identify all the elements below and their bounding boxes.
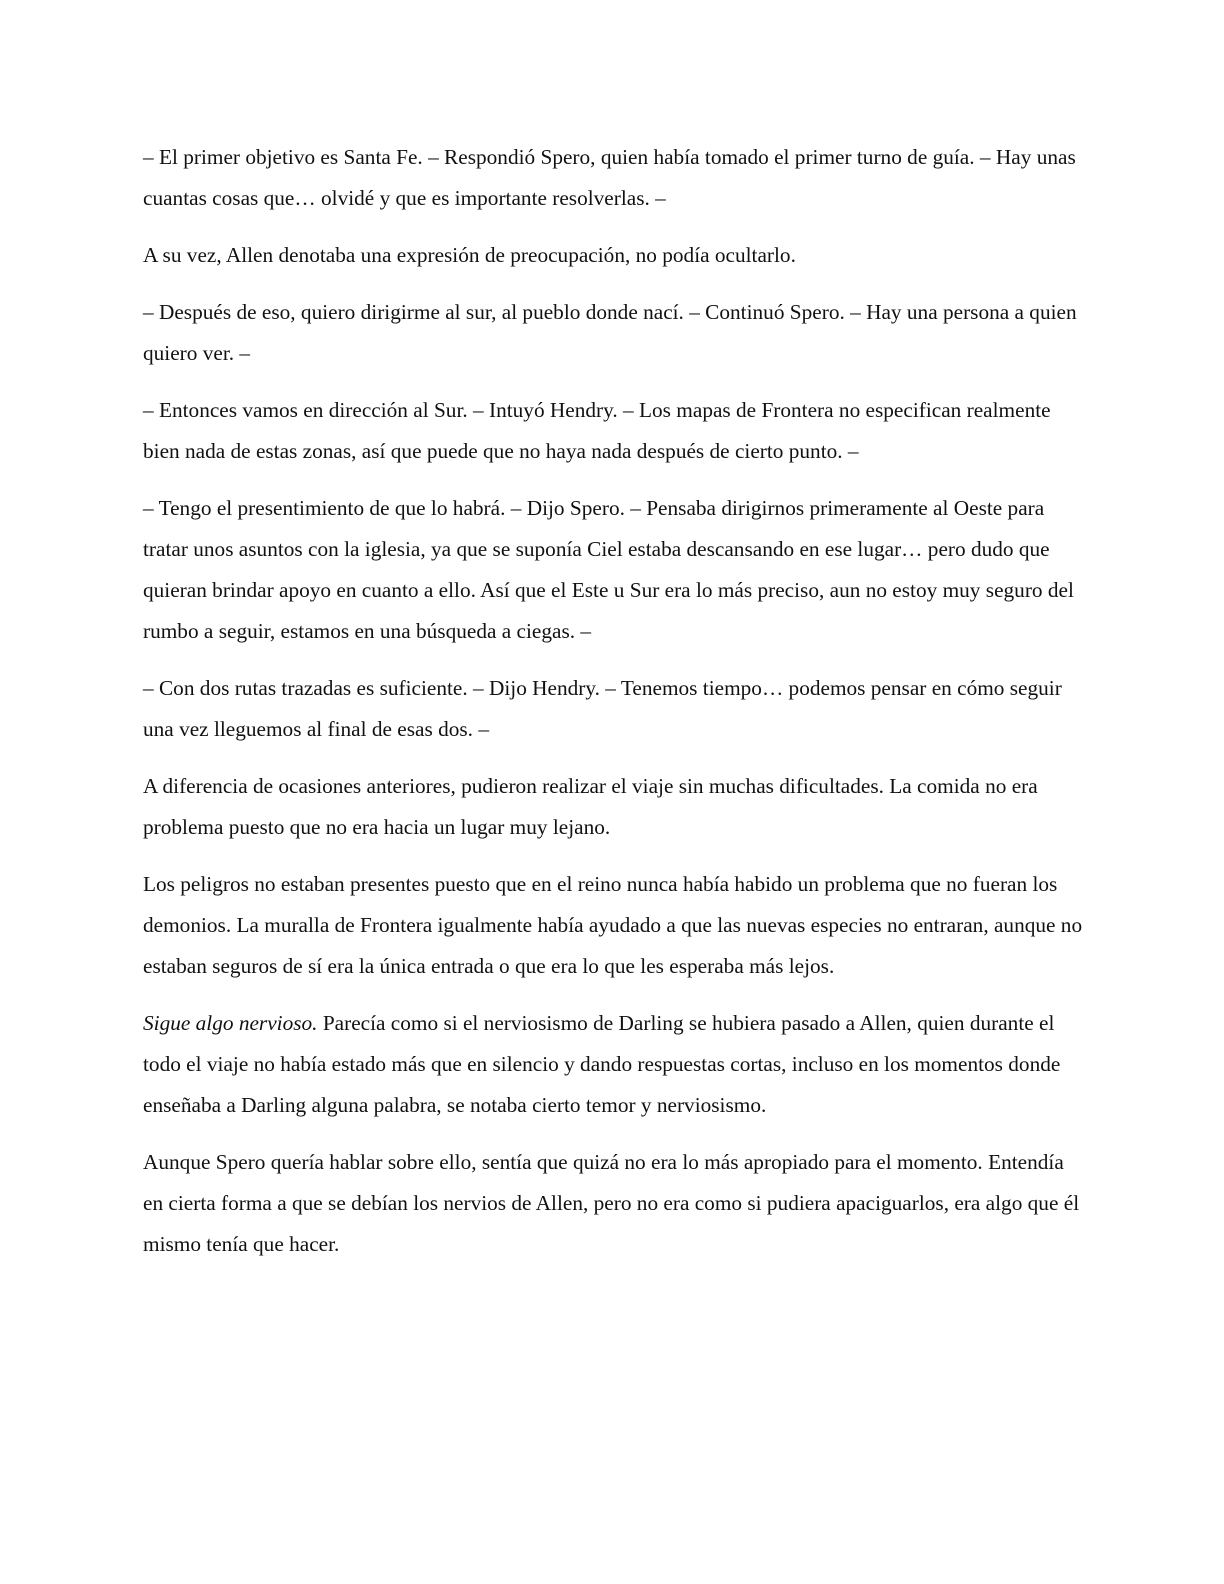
paragraph-text: – Con dos rutas trazadas es suficiente. – Dijo Hendry. – Tenemos tiempo… podemos pensar en cómo seguir una vez lleguemos al final de esas dos. –: [143, 676, 1062, 741]
paragraph-text: – El primer objetivo es Santa Fe. – Respondió Spero, quien había tomado el primer turno de guía. – Hay unas cuantas cosas que… olvidé y que es importante resolverlas. –: [143, 145, 1076, 210]
paragraph-7: [143, 766, 1083, 848]
paragraph-text: Aunque Spero quería hablar sobre ello, sentía que quizá no era lo más apropiado para el momento. Entendía en cierta forma a que se debían los nervios de Allen, pero no era como si pudiera apaciguarlos, era algo que él mismo tenía que hacer.: [143, 1150, 1080, 1256]
paragraph-9: [143, 1003, 1083, 1126]
paragraph-5: [143, 488, 1083, 652]
paragraph-text: Parecía como si el nerviosismo de Darling se hubiera pasado a Allen, quien durante el todo el viaje no había estado más que en silencio y dando respuestas cortas, incluso en los momentos donde enseñaba a Darling alguna palabra, se notaba cierto temor y nerviosismo.: [143, 1011, 1061, 1117]
paragraph-text: – Tengo el presentimiento de que lo habrá. – Dijo Spero. – Pensaba dirigirnos primeramente al Oeste para tratar unos asuntos con la iglesia, ya que se suponía Ciel estaba descansando en ese lugar… pero dudo que quieran brindar apoyo en cuanto a ello. Así que el Este u Sur era lo más preciso, aun no estoy muy seguro del rumbo a seguir, estamos en una búsqueda a ciegas. –: [143, 496, 1074, 643]
paragraph-text: A diferencia de ocasiones anteriores, pudieron realizar el viaje sin muchas dificultades. La comida no era problema puesto que no era hacia un lugar muy lejano.: [143, 774, 1038, 839]
paragraph-8: [143, 864, 1083, 987]
italic-thought: Sigue algo nervioso.: [143, 1011, 318, 1035]
document-body: [143, 137, 1083, 1281]
paragraph-text: Los peligros no estaban presentes puesto que en el reino nunca había habido un problema que no fueran los demonios. La muralla de Frontera igualmente había ayudado a que las nuevas especies no entraran, aunque no estaban seguros de sí era la única entrada o que era lo que les esperaba más lejos.: [143, 872, 1083, 978]
paragraph-text: A su vez, Allen denotaba una expresión de preocupación, no podía ocultarlo.: [143, 243, 796, 267]
paragraph-10: [143, 1142, 1083, 1265]
paragraph-2: [143, 235, 1083, 276]
paragraph-4: [143, 390, 1083, 472]
paragraph-3: [143, 292, 1083, 374]
paragraph-1: [143, 137, 1083, 219]
paragraph-text: – Después de eso, quiero dirigirme al sur, al pueblo donde nací. – Continuó Spero. – Hay una persona a quien quiero ver. –: [143, 300, 1077, 365]
paragraph-text: – Entonces vamos en dirección al Sur. – Intuyó Hendry. – Los mapas de Frontera no especifican realmente bien nada de estas zonas, así que puede que no haya nada después de cierto punto. –: [143, 398, 1051, 463]
paragraph-6: [143, 668, 1083, 750]
